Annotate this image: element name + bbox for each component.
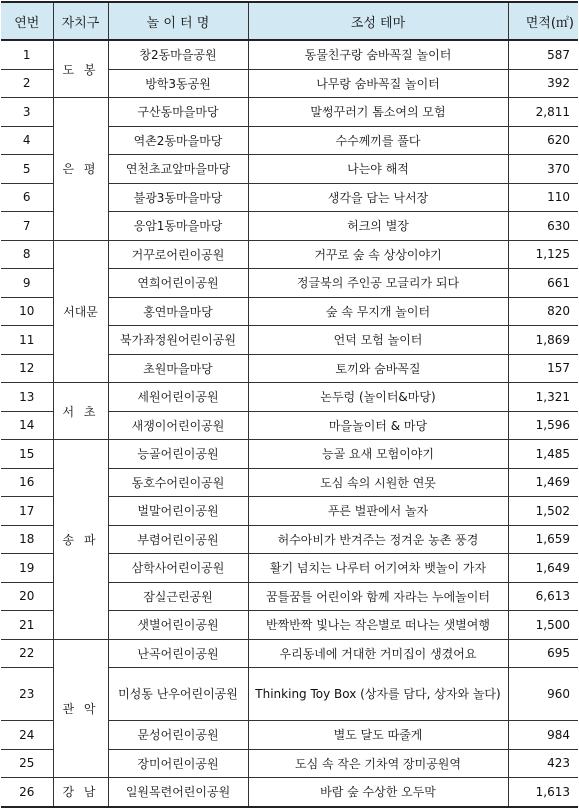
playground-name: 일원목련어린이공원 [108,778,248,807]
table-row [1,40,578,69]
playground-name: 창2동마을공원 [108,40,248,69]
area-cell: 984 [508,721,578,750]
row-no: 3 [1,98,53,127]
area-cell: 620 [508,126,578,155]
header-name: 놀 이 터 명 [108,2,248,40]
table-row [1,778,578,807]
header-theme: 조성 테마 [248,2,508,40]
playground-name: 응암1동마을마당 [108,212,248,241]
row-no: 16 [1,468,53,497]
playground-name: 세원어린이공원 [108,383,248,412]
district-cell: 송 파 [53,440,108,640]
header-no: 연번 [1,2,53,40]
area-cell: 1,649 [508,554,578,583]
area-cell: 2,811 [508,98,578,127]
playground-name: 거꾸로어린이공원 [108,240,248,269]
row-no: 15 [1,440,53,469]
playground-name: 구산동마을마당 [108,98,248,127]
area-cell: 1,613 [508,778,578,807]
area-cell: 587 [508,40,578,69]
area-cell: 1,321 [508,383,578,412]
theme-cell: 도심 속 작은 기차역 장미공원역 [248,749,508,778]
theme-cell: 나는야 해적 [248,155,508,184]
theme-cell: 말썽꾸러기 톰소여의 모험 [248,98,508,127]
playground-name: 역촌2동마을마당 [108,126,248,155]
row-no: 26 [1,778,53,807]
row-no: 24 [1,721,53,750]
theme-cell: 도심 속의 시원한 연못 [248,468,508,497]
area-cell: 423 [508,749,578,778]
theme-cell: Thinking Toy Box (상자를 담다, 상자와 놀다) [248,668,508,721]
area-cell: 1,596 [508,411,578,440]
area-cell: 1,659 [508,525,578,554]
area-cell: 110 [508,183,578,212]
playground-name: 초원마을마당 [108,354,248,383]
header-row [1,2,578,40]
row-no: 8 [1,240,53,269]
playground-name: 불광3동마을마당 [108,183,248,212]
row-no: 11 [1,326,53,355]
table-row [1,383,578,412]
playground-name: 난곡어린이공원 [108,639,248,668]
theme-cell: 마을놀이터 & 마당 [248,411,508,440]
playground-name: 북가좌정원어린이공원 [108,326,248,355]
playground-name: 잠실근린공원 [108,582,248,611]
theme-cell: 수수께끼를 풀다 [248,126,508,155]
table-row [1,440,578,469]
header-district: 자치구 [53,2,108,40]
district-cell: 관 악 [53,639,108,778]
playground-table-container [1,1,578,808]
area-cell: 1,869 [508,326,578,355]
area-cell: 392 [508,69,578,98]
theme-cell: 활기 넘치는 나루터 어기여차 뱃놀이 가자 [248,554,508,583]
theme-cell: 반짝반짝 빛나는 작은별로 떠나는 샛별여행 [248,611,508,640]
theme-cell: 생각을 담는 낙서장 [248,183,508,212]
row-no: 25 [1,749,53,778]
theme-cell: 능골 요새 모험이야기 [248,440,508,469]
row-no: 14 [1,411,53,440]
playground-name: 동호수어린이공원 [108,468,248,497]
row-no: 19 [1,554,53,583]
area-cell: 6,613 [508,582,578,611]
area-cell: 960 [508,668,578,721]
area-cell: 370 [508,155,578,184]
area-cell: 1,485 [508,440,578,469]
theme-cell: 언덕 모험 놀이터 [248,326,508,355]
theme-cell: 바람 숲 수상한 오두막 [248,778,508,807]
theme-cell: 거꾸로 숲 속 상상이야기 [248,240,508,269]
row-no: 10 [1,297,53,326]
playground-name: 연천초교앞마을마당 [108,155,248,184]
table-row [1,639,578,668]
playground-name: 샛별어린이공원 [108,611,248,640]
area-cell: 820 [508,297,578,326]
playground-name: 홍연마을마당 [108,297,248,326]
district-cell: 은 평 [53,98,108,241]
area-cell: 1,502 [508,497,578,526]
theme-cell: 정글북의 주인공 모글리가 되다 [248,269,508,298]
row-no: 7 [1,212,53,241]
row-no: 22 [1,639,53,668]
area-cell: 1,469 [508,468,578,497]
playground-name: 방학3동공원 [108,69,248,98]
row-no: 13 [1,383,53,412]
playground-name: 장미어린이공원 [108,749,248,778]
row-no: 20 [1,582,53,611]
table-row [1,240,578,269]
area-cell: 661 [508,269,578,298]
district-cell: 강 남 [53,778,108,807]
table-body [1,40,578,807]
playground-name: 능골어린이공원 [108,440,248,469]
district-cell: 서대문 [53,240,108,383]
playground-name: 문성어린이공원 [108,721,248,750]
table-row [1,98,578,127]
row-no: 23 [1,668,53,721]
playground-name: 새쟁이어린이공원 [108,411,248,440]
playground-name: 미성동 난우어린이공원 [108,668,248,721]
row-no: 9 [1,269,53,298]
area-cell: 1,125 [508,240,578,269]
row-no: 1 [1,40,53,69]
theme-cell: 동물친구랑 숨바꼭질 놀이터 [248,40,508,69]
playground-name: 벌말어린이공원 [108,497,248,526]
row-no: 2 [1,69,53,98]
theme-cell: 꿈틀꿈틀 어린이와 함께 자라는 누에놀이터 [248,582,508,611]
area-cell: 695 [508,639,578,668]
theme-cell: 우리동네에 거대한 거미집이 생겼어요 [248,639,508,668]
theme-cell: 숲 속 무지개 놀이터 [248,297,508,326]
playground-name: 삼학사어린이공원 [108,554,248,583]
theme-cell: 푸른 벌판에서 놀자 [248,497,508,526]
theme-cell: 허수아비가 반겨주는 정겨운 농촌 풍경 [248,525,508,554]
row-no: 21 [1,611,53,640]
row-no: 4 [1,126,53,155]
area-cell: 157 [508,354,578,383]
playground-name: 부렴어린이공원 [108,525,248,554]
header-area: 면적(㎡) [508,2,578,40]
row-no: 18 [1,525,53,554]
area-cell: 630 [508,212,578,241]
theme-cell: 논두렁 (놀이터&마당) [248,383,508,412]
row-no: 12 [1,354,53,383]
playground-name: 연희어린이공원 [108,269,248,298]
playground-table [1,1,578,808]
theme-cell: 나무랑 숨바꼭질 놀이터 [248,69,508,98]
row-no: 17 [1,497,53,526]
theme-cell: 별도 달도 따줄게 [248,721,508,750]
theme-cell: 토끼와 숨바꼭질 [248,354,508,383]
district-cell: 서 초 [53,383,108,440]
district-cell: 도 봉 [53,40,108,98]
row-no: 6 [1,183,53,212]
area-cell: 1,500 [508,611,578,640]
theme-cell: 허크의 별장 [248,212,508,241]
row-no: 5 [1,155,53,184]
